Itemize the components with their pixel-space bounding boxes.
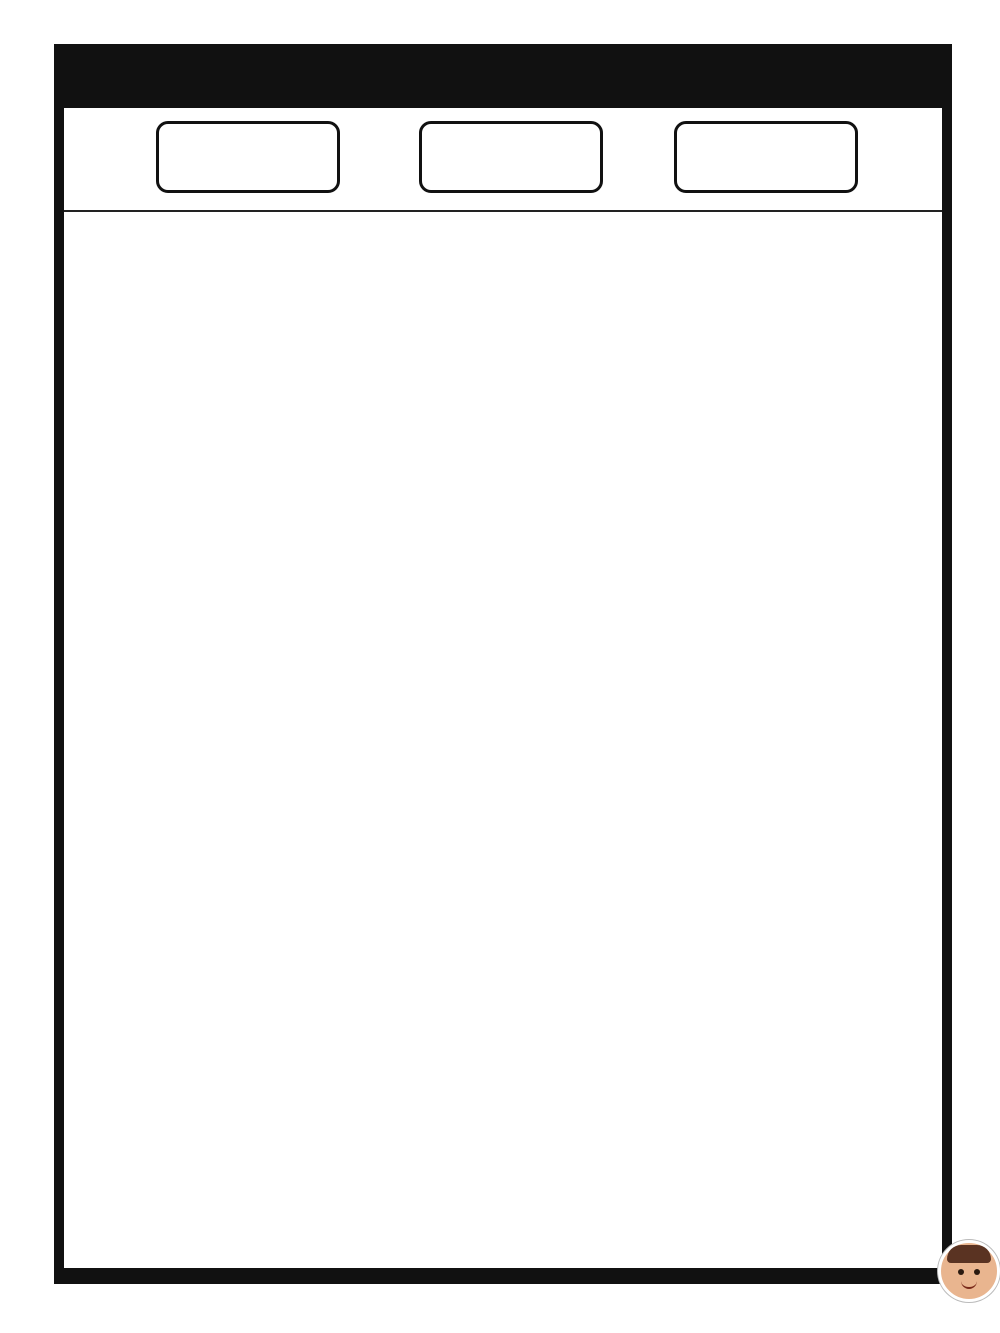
worksheet-body xyxy=(64,108,942,1268)
word-bank-in[interactable] xyxy=(674,121,858,193)
instructions-header xyxy=(54,44,952,108)
word-bank-on[interactable] xyxy=(156,121,340,193)
word-bank xyxy=(64,108,942,212)
worksheet xyxy=(54,44,952,1284)
word-bank-at[interactable] xyxy=(419,121,603,193)
avatar xyxy=(938,1240,1000,1302)
